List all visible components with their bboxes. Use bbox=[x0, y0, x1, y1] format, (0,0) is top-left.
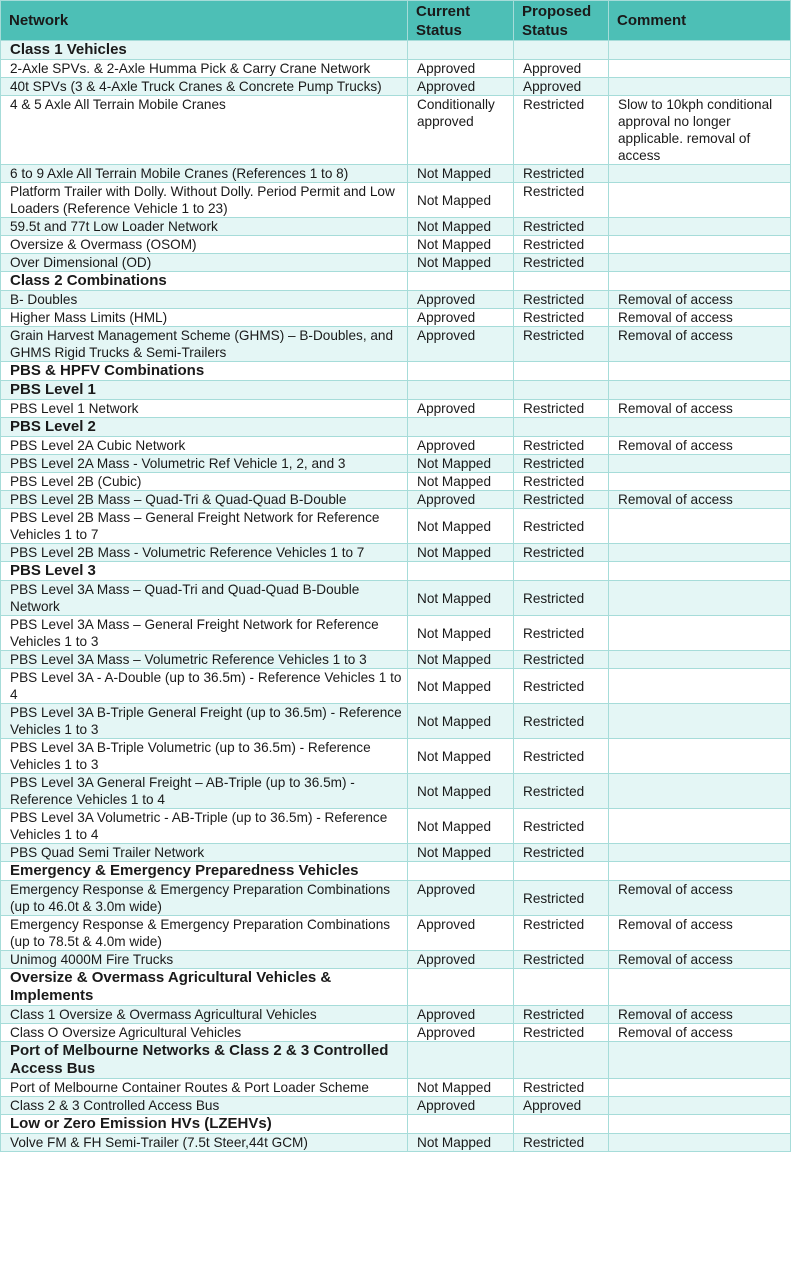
table-row bbox=[1, 254, 791, 272]
cell-proposed-status: Restricted bbox=[514, 951, 609, 969]
cell-current-status: Approved bbox=[408, 1006, 514, 1024]
header-proposed-status: Proposed Status bbox=[514, 1, 609, 41]
cell-proposed-status: Restricted bbox=[514, 881, 609, 916]
cell-current-status: Not Mapped bbox=[408, 651, 514, 669]
section-empty-cell bbox=[609, 41, 791, 60]
cell-comment: Removal of access bbox=[609, 1024, 791, 1042]
cell-current-status: Not Mapped bbox=[408, 704, 514, 739]
cell-comment: Removal of access bbox=[609, 400, 791, 418]
table-row bbox=[1, 1134, 791, 1152]
section-title: PBS & HPFV Combinations bbox=[1, 362, 408, 381]
table-row bbox=[1, 60, 791, 78]
section-title: PBS Level 3 bbox=[1, 562, 408, 581]
cell-current-status: Approved bbox=[408, 400, 514, 418]
cell-proposed-status: Restricted bbox=[514, 183, 609, 218]
table-row bbox=[1, 309, 791, 327]
section-empty-cell bbox=[609, 1115, 791, 1134]
cell-network: Oversize & Overmass (OSOM) bbox=[1, 236, 408, 254]
cell-network: PBS Level 2A Mass - Volumetric Ref Vehicle 1, 2, and 3 bbox=[1, 455, 408, 473]
section-row bbox=[1, 41, 791, 60]
cell-network: PBS Level 2B Mass – General Freight Network for Reference Vehicles 1 to 7 bbox=[1, 509, 408, 544]
cell-comment bbox=[609, 581, 791, 616]
section-row bbox=[1, 562, 791, 581]
cell-current-status: Not Mapped bbox=[408, 616, 514, 651]
cell-proposed-status: Restricted bbox=[514, 254, 609, 272]
cell-proposed-status: Restricted bbox=[514, 651, 609, 669]
cell-proposed-status: Restricted bbox=[514, 844, 609, 862]
table-row bbox=[1, 509, 791, 544]
cell-current-status: Conditionally approved bbox=[408, 96, 514, 165]
table-row bbox=[1, 1097, 791, 1115]
cell-current-status: Not Mapped bbox=[408, 739, 514, 774]
section-row bbox=[1, 1115, 791, 1134]
cell-current-status: Not Mapped bbox=[408, 544, 514, 562]
section-row bbox=[1, 362, 791, 381]
cell-current-status: Approved bbox=[408, 60, 514, 78]
cell-network: Class O Oversize Agricultural Vehicles bbox=[1, 1024, 408, 1042]
cell-proposed-status: Restricted bbox=[514, 669, 609, 704]
cell-network: Volve FM & FH Semi-Trailer (7.5t Steer,44t GCM) bbox=[1, 1134, 408, 1152]
cell-proposed-status: Restricted bbox=[514, 291, 609, 309]
cell-current-status: Not Mapped bbox=[408, 809, 514, 844]
table-row bbox=[1, 236, 791, 254]
table-row bbox=[1, 96, 791, 165]
section-empty-cell bbox=[609, 1042, 791, 1079]
cell-comment: Removal of access bbox=[609, 881, 791, 916]
section-title: PBS Level 2 bbox=[1, 418, 408, 437]
section-empty-cell bbox=[408, 1042, 514, 1079]
cell-proposed-status: Restricted bbox=[514, 400, 609, 418]
table-row bbox=[1, 844, 791, 862]
cell-network: PBS Level 1 Network bbox=[1, 400, 408, 418]
cell-current-status: Approved bbox=[408, 1024, 514, 1042]
section-empty-cell bbox=[514, 41, 609, 60]
table-row bbox=[1, 704, 791, 739]
cell-network: PBS Level 3A Mass – Quad-Tri and Quad-Quad B-Double Network bbox=[1, 581, 408, 616]
cell-network: Port of Melbourne Container Routes & Port Loader Scheme bbox=[1, 1079, 408, 1097]
table-row bbox=[1, 291, 791, 309]
table-body bbox=[1, 41, 791, 1152]
section-empty-cell bbox=[408, 41, 514, 60]
table-row bbox=[1, 78, 791, 96]
cell-network: Platform Trailer with Dolly. Without Dolly. Period Permit and Low Loaders (Reference Vehicle 1 to 23) bbox=[1, 183, 408, 218]
section-empty-cell bbox=[514, 562, 609, 581]
cell-network: PBS Level 3A Mass – Volumetric Reference Vehicles 1 to 3 bbox=[1, 651, 408, 669]
cell-comment: Removal of access bbox=[609, 1006, 791, 1024]
cell-comment bbox=[609, 1097, 791, 1115]
cell-proposed-status: Approved bbox=[514, 1097, 609, 1115]
header-current-status: Current Status bbox=[408, 1, 514, 41]
section-empty-cell bbox=[514, 969, 609, 1006]
table-row bbox=[1, 951, 791, 969]
section-empty-cell bbox=[408, 272, 514, 291]
cell-current-status: Not Mapped bbox=[408, 218, 514, 236]
cell-comment bbox=[609, 651, 791, 669]
cell-current-status: Not Mapped bbox=[408, 509, 514, 544]
section-empty-cell bbox=[609, 381, 791, 400]
section-empty-cell bbox=[408, 418, 514, 437]
cell-proposed-status: Restricted bbox=[514, 916, 609, 951]
table-row bbox=[1, 437, 791, 455]
section-row bbox=[1, 381, 791, 400]
cell-proposed-status: Restricted bbox=[514, 1134, 609, 1152]
cell-comment bbox=[609, 183, 791, 218]
cell-proposed-status: Restricted bbox=[514, 809, 609, 844]
cell-current-status: Approved bbox=[408, 916, 514, 951]
table-row bbox=[1, 1079, 791, 1097]
cell-comment: Removal of access bbox=[609, 916, 791, 951]
cell-network: PBS Level 2A Cubic Network bbox=[1, 437, 408, 455]
cell-network: Class 1 Oversize & Overmass Agricultural Vehicles bbox=[1, 1006, 408, 1024]
cell-proposed-status: Restricted bbox=[514, 581, 609, 616]
section-empty-cell bbox=[609, 272, 791, 291]
section-empty-cell bbox=[408, 862, 514, 881]
cell-network: 40t SPVs (3 & 4-Axle Truck Cranes & Concrete Pump Trucks) bbox=[1, 78, 408, 96]
cell-network: PBS Level 3A - A-Double (up to 36.5m) - Reference Vehicles 1 to 4 bbox=[1, 669, 408, 704]
cell-network: PBS Level 3A General Freight – AB-Triple (up to 36.5m) - Reference Vehicles 1 to 4 bbox=[1, 774, 408, 809]
cell-proposed-status: Restricted bbox=[514, 544, 609, 562]
cell-comment: Removal of access bbox=[609, 437, 791, 455]
cell-comment bbox=[609, 739, 791, 774]
cell-current-status: Approved bbox=[408, 327, 514, 362]
cell-current-status: Not Mapped bbox=[408, 455, 514, 473]
cell-proposed-status: Restricted bbox=[514, 473, 609, 491]
section-empty-cell bbox=[408, 381, 514, 400]
cell-current-status: Approved bbox=[408, 951, 514, 969]
table-row bbox=[1, 544, 791, 562]
cell-comment bbox=[609, 78, 791, 96]
section-empty-cell bbox=[408, 969, 514, 1006]
section-empty-cell bbox=[609, 562, 791, 581]
table-row bbox=[1, 739, 791, 774]
cell-comment: Slow to 10kph conditional approval no longer applicable. removal of access bbox=[609, 96, 791, 165]
cell-comment: Removal of access bbox=[609, 291, 791, 309]
cell-comment bbox=[609, 455, 791, 473]
cell-current-status: Approved bbox=[408, 78, 514, 96]
table-row bbox=[1, 616, 791, 651]
cell-network: PBS Level 3A B-Triple Volumetric (up to 36.5m) - Reference Vehicles 1 to 3 bbox=[1, 739, 408, 774]
cell-comment bbox=[609, 844, 791, 862]
cell-proposed-status: Restricted bbox=[514, 616, 609, 651]
cell-current-status: Not Mapped bbox=[408, 183, 514, 218]
cell-current-status: Approved bbox=[408, 291, 514, 309]
table-row bbox=[1, 581, 791, 616]
cell-comment bbox=[609, 1134, 791, 1152]
table-row bbox=[1, 218, 791, 236]
section-empty-cell bbox=[514, 362, 609, 381]
cell-network: Higher Mass Limits (HML) bbox=[1, 309, 408, 327]
cell-proposed-status: Restricted bbox=[514, 491, 609, 509]
section-row bbox=[1, 272, 791, 291]
cell-current-status: Not Mapped bbox=[408, 844, 514, 862]
section-empty-cell bbox=[408, 562, 514, 581]
cell-comment bbox=[609, 669, 791, 704]
section-title: Emergency & Emergency Preparedness Vehicles bbox=[1, 862, 408, 881]
table-row bbox=[1, 881, 791, 916]
table-row bbox=[1, 455, 791, 473]
cell-proposed-status: Restricted bbox=[514, 309, 609, 327]
cell-comment: Removal of access bbox=[609, 491, 791, 509]
cell-current-status: Approved bbox=[408, 309, 514, 327]
section-title: Low or Zero Emission HVs (LZEHVs) bbox=[1, 1115, 408, 1134]
cell-proposed-status: Restricted bbox=[514, 327, 609, 362]
section-empty-cell bbox=[514, 1115, 609, 1134]
cell-network: PBS Level 3A B-Triple General Freight (up to 36.5m) - Reference Vehicles 1 to 3 bbox=[1, 704, 408, 739]
cell-network: PBS Level 2B (Cubic) bbox=[1, 473, 408, 491]
cell-proposed-status: Restricted bbox=[514, 165, 609, 183]
cell-network: PBS Level 2B Mass - Volumetric Reference Vehicles 1 to 7 bbox=[1, 544, 408, 562]
cell-proposed-status: Restricted bbox=[514, 236, 609, 254]
cell-current-status: Not Mapped bbox=[408, 669, 514, 704]
section-empty-cell bbox=[514, 381, 609, 400]
cell-comment bbox=[609, 509, 791, 544]
table-row bbox=[1, 1024, 791, 1042]
cell-network: B- Doubles bbox=[1, 291, 408, 309]
section-title: Port of Melbourne Networks & Class 2 & 3 Controlled Access Bus bbox=[1, 1042, 408, 1079]
cell-comment bbox=[609, 473, 791, 491]
section-row bbox=[1, 969, 791, 1006]
cell-comment: Removal of access bbox=[609, 309, 791, 327]
cell-current-status: Not Mapped bbox=[408, 473, 514, 491]
cell-comment bbox=[609, 1079, 791, 1097]
section-row bbox=[1, 418, 791, 437]
cell-current-status: Not Mapped bbox=[408, 581, 514, 616]
cell-network: Emergency Response & Emergency Preparation Combinations (up to 46.0t & 3.0m wide) bbox=[1, 881, 408, 916]
table-row bbox=[1, 651, 791, 669]
cell-network: PBS Level 3A Mass – General Freight Network for Reference Vehicles 1 to 3 bbox=[1, 616, 408, 651]
cell-current-status: Approved bbox=[408, 491, 514, 509]
section-empty-cell bbox=[609, 362, 791, 381]
cell-network: Grain Harvest Management Scheme (GHMS) – B-Doubles, and GHMS Rigid Trucks & Semi-Trailers bbox=[1, 327, 408, 362]
cell-proposed-status: Restricted bbox=[514, 1006, 609, 1024]
section-title: Class 1 Vehicles bbox=[1, 41, 408, 60]
cell-proposed-status: Restricted bbox=[514, 774, 609, 809]
cell-proposed-status: Approved bbox=[514, 78, 609, 96]
section-empty-cell bbox=[408, 362, 514, 381]
cell-network: PBS Quad Semi Trailer Network bbox=[1, 844, 408, 862]
cell-comment bbox=[609, 236, 791, 254]
cell-comment bbox=[609, 165, 791, 183]
cell-network: Over Dimensional (OD) bbox=[1, 254, 408, 272]
section-empty-cell bbox=[514, 418, 609, 437]
cell-current-status: Not Mapped bbox=[408, 1134, 514, 1152]
section-empty-cell bbox=[609, 969, 791, 1006]
cell-comment: Removal of access bbox=[609, 327, 791, 362]
cell-current-status: Approved bbox=[408, 1097, 514, 1115]
cell-current-status: Not Mapped bbox=[408, 254, 514, 272]
section-empty-cell bbox=[514, 1042, 609, 1079]
cell-proposed-status: Restricted bbox=[514, 96, 609, 165]
section-empty-cell bbox=[514, 272, 609, 291]
table-row bbox=[1, 774, 791, 809]
cell-proposed-status: Restricted bbox=[514, 437, 609, 455]
section-empty-cell bbox=[609, 862, 791, 881]
section-empty-cell bbox=[408, 1115, 514, 1134]
cell-comment bbox=[609, 218, 791, 236]
cell-comment bbox=[609, 616, 791, 651]
cell-current-status: Approved bbox=[408, 437, 514, 455]
section-empty-cell bbox=[609, 418, 791, 437]
cell-network: Unimog 4000M Fire Trucks bbox=[1, 951, 408, 969]
header-comment: Comment bbox=[609, 1, 791, 41]
cell-current-status: Not Mapped bbox=[408, 1079, 514, 1097]
cell-current-status: Not Mapped bbox=[408, 236, 514, 254]
cell-network: 6 to 9 Axle All Terrain Mobile Cranes (References 1 to 8) bbox=[1, 165, 408, 183]
table-row bbox=[1, 473, 791, 491]
cell-network: PBS Level 2B Mass – Quad-Tri & Quad-Quad B-Double bbox=[1, 491, 408, 509]
section-row bbox=[1, 1042, 791, 1079]
cell-current-status: Approved bbox=[408, 881, 514, 916]
section-empty-cell bbox=[514, 862, 609, 881]
cell-comment bbox=[609, 809, 791, 844]
cell-comment bbox=[609, 704, 791, 739]
table-row bbox=[1, 669, 791, 704]
cell-comment bbox=[609, 774, 791, 809]
cell-comment bbox=[609, 60, 791, 78]
cell-current-status: Not Mapped bbox=[408, 774, 514, 809]
cell-proposed-status: Restricted bbox=[514, 455, 609, 473]
cell-proposed-status: Restricted bbox=[514, 218, 609, 236]
table-row bbox=[1, 165, 791, 183]
cell-network: 4 & 5 Axle All Terrain Mobile Cranes bbox=[1, 96, 408, 165]
section-row bbox=[1, 862, 791, 881]
table-row bbox=[1, 916, 791, 951]
cell-proposed-status: Restricted bbox=[514, 1079, 609, 1097]
section-title: Class 2 Combinations bbox=[1, 272, 408, 291]
table-row bbox=[1, 809, 791, 844]
cell-proposed-status: Restricted bbox=[514, 509, 609, 544]
table-row bbox=[1, 183, 791, 218]
cell-comment: Removal of access bbox=[609, 951, 791, 969]
table-row bbox=[1, 400, 791, 418]
cell-network: PBS Level 3A Volumetric - AB-Triple (up to 36.5m) - Reference Vehicles 1 to 4 bbox=[1, 809, 408, 844]
cell-proposed-status: Approved bbox=[514, 60, 609, 78]
cell-current-status: Not Mapped bbox=[408, 165, 514, 183]
section-title: Oversize & Overmass Agricultural Vehicles & Implements bbox=[1, 969, 408, 1006]
section-title: PBS Level 1 bbox=[1, 381, 408, 400]
table-row bbox=[1, 1006, 791, 1024]
header-row bbox=[1, 1, 791, 41]
header-network: Network bbox=[1, 1, 408, 41]
cell-comment bbox=[609, 544, 791, 562]
cell-comment bbox=[609, 254, 791, 272]
table-row bbox=[1, 327, 791, 362]
cell-network: 59.5t and 77t Low Loader Network bbox=[1, 218, 408, 236]
table-row bbox=[1, 491, 791, 509]
cell-proposed-status: Restricted bbox=[514, 1024, 609, 1042]
cell-proposed-status: Restricted bbox=[514, 704, 609, 739]
cell-proposed-status: Restricted bbox=[514, 739, 609, 774]
cell-network: Class 2 & 3 Controlled Access Bus bbox=[1, 1097, 408, 1115]
cell-network: Emergency Response & Emergency Preparation Combinations (up to 78.5t & 4.0m wide) bbox=[1, 916, 408, 951]
cell-network: 2-Axle SPVs. & 2-Axle Humma Pick & Carry Crane Network bbox=[1, 60, 408, 78]
